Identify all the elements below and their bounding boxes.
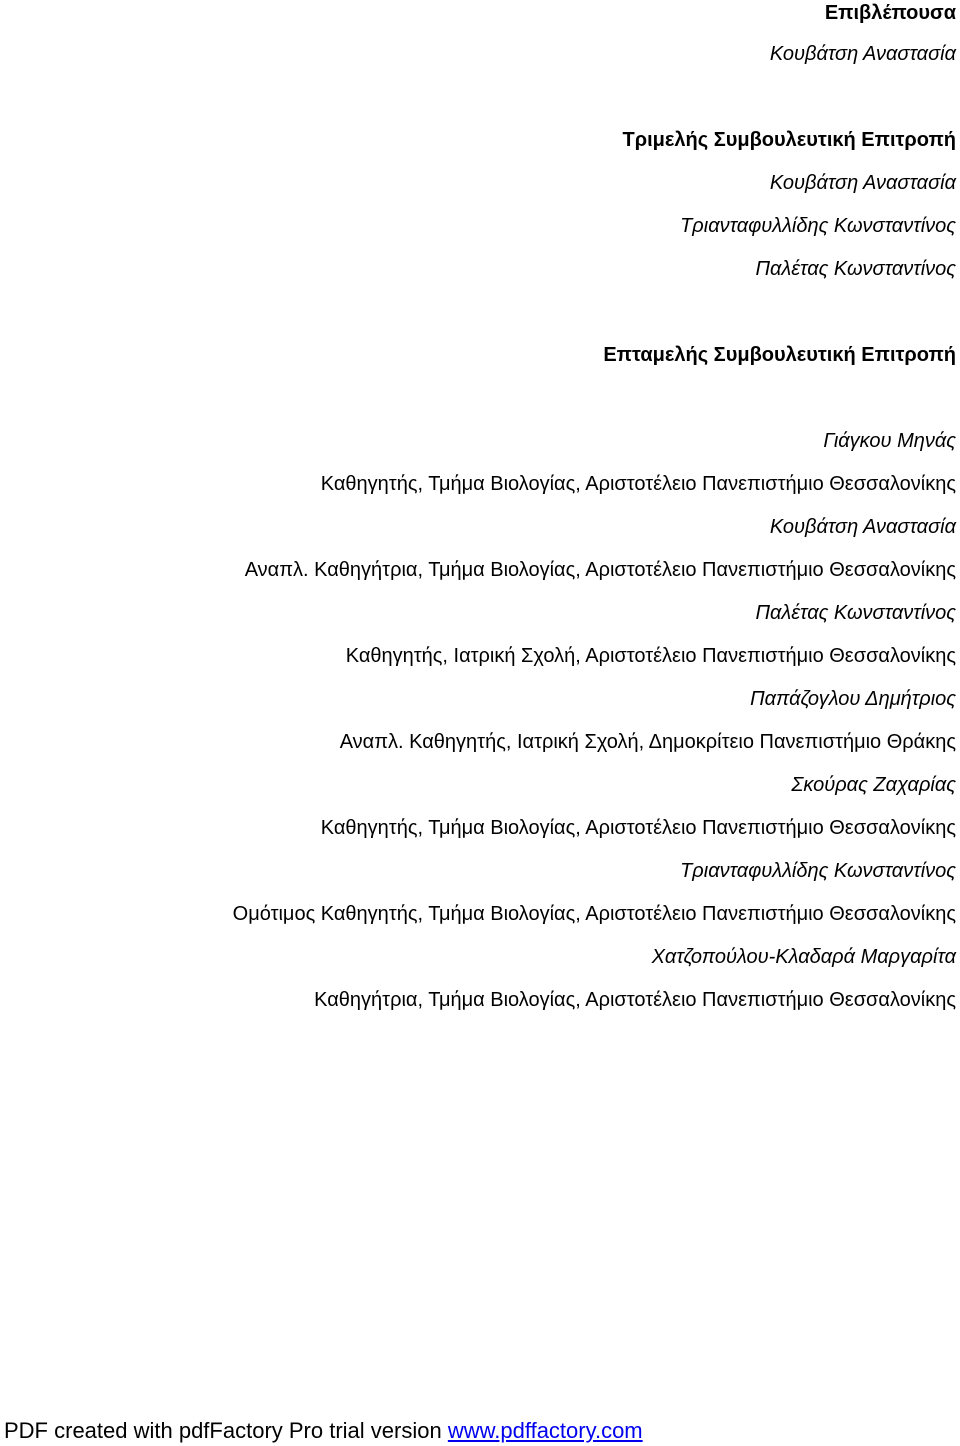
- committee-member-title: Καθηγητής, Τμήμα Βιολογίας, Αριστοτέλειο Πανεπιστήμιο Θεσσαλονίκης: [320, 473, 956, 495]
- committee-member-name: Παλέτας Κωνσταντίνος: [755, 602, 956, 624]
- committee-member-title: Καθηγήτρια, Τμήμα Βιολογίας, Αριστοτέλειο Πανεπιστήμιο Θεσσαλονίκης: [314, 989, 956, 1011]
- examination-committee-heading: Επταμελής Συμβουλευτική Επιτροπή: [603, 344, 956, 366]
- advisory-member: Κουβάτση Αναστασία: [769, 172, 956, 194]
- advisory-member: Τριανταφυλλίδης Κωνσταντίνος: [680, 215, 956, 237]
- committee-member-title: Καθηγητής, Τμήμα Βιολογίας, Αριστοτέλειο Πανεπιστήμιο Θεσσαλονίκης: [320, 817, 956, 839]
- committee-member-name: Σκούρας Ζαχαρίας: [791, 774, 956, 796]
- footer-text: PDF created with pdfFactory Pro trial version: [4, 1418, 448, 1443]
- pdffactory-link[interactable]: www.pdffactory.com: [447, 1418, 643, 1443]
- committee-member-name: Κουβάτση Αναστασία: [769, 516, 956, 538]
- committee-member-name: Παπάζογλου Δημήτριος: [750, 688, 956, 710]
- committee-member-name: Χατζοπούλου-Κλαδαρά Μαργαρίτα: [651, 946, 956, 968]
- supervisor-heading: Επιβλέπουσα: [824, 2, 956, 24]
- committee-member-title: Αναπλ. Καθηγήτρια, Τμήμα Βιολογίας, Αριστοτέλειο Πανεπιστήμιο Θεσσαλονίκης: [244, 559, 956, 581]
- committee-member-name: Τριανταφυλλίδης Κωνσταντίνος: [680, 860, 956, 882]
- advisory-member: Παλέτας Κωνσταντίνος: [755, 258, 956, 280]
- committee-member-title: Ομότιμος Καθηγητής, Τμήμα Βιολογίας, Αριστοτέλειο Πανεπιστήμιο Θεσσαλονίκης: [232, 903, 956, 925]
- supervisor-name: Κουβάτση Αναστασία: [769, 43, 956, 65]
- pdf-footer: [4, 1417, 643, 1445]
- committee-member-title: Αναπλ. Καθηγητής, Ιατρική Σχολή, Δημοκρίτειο Πανεπιστήμιο Θράκης: [339, 731, 956, 753]
- committee-member-name: Γιάγκου Μηνάς: [823, 430, 956, 452]
- committee-member-title: Καθηγητής, Ιατρική Σχολή, Αριστοτέλειο Πανεπιστήμιο Θεσσαλονίκης: [345, 645, 956, 667]
- advisory-committee-heading: Τριμελής Συμβουλευτική Επιτροπή: [622, 129, 956, 151]
